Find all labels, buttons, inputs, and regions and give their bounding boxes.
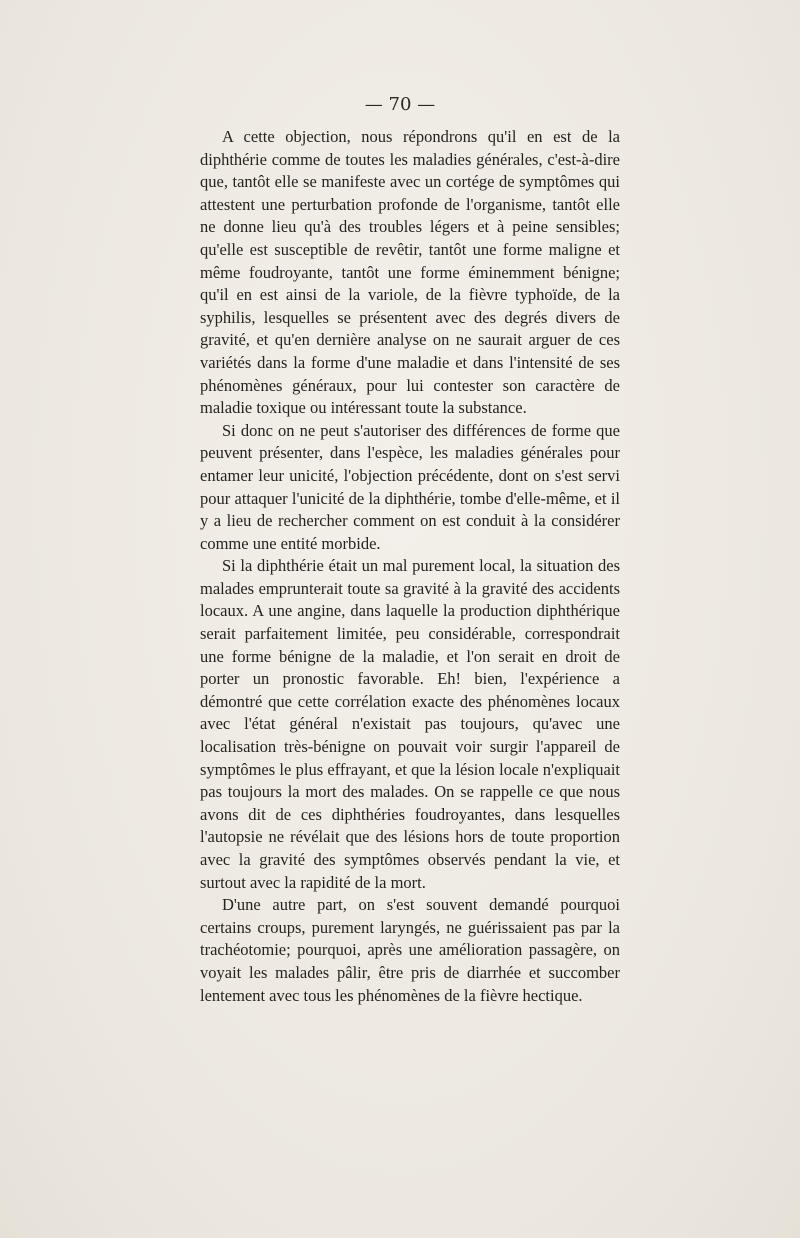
body-text xyxy=(200,126,620,1007)
page-number: — 70 — xyxy=(364,94,436,115)
paragraph: A cette objection, nous répondrons qu'il en est de la diphthérie comme de toutes les maladies générales, c'est-à-dire que, tantôt elle se manifeste avec un cortége de symptômes qui attestent une perturbation profonde de l'organisme, tantôt elle ne donne lieu qu'à des troubles légers et à peine sensibles; qu'elle est susceptible de revêtir, tantôt une forme maligne et même foudroyante, tantôt une forme éminemment bénigne; qu'il en est ainsi de la variole, de la fièvre typhoïde, de la syphilis, lesquelles se présentent avec des degrés divers de gravité, et qu'en dernière analyse on ne saurait arguer de ces variétés dans la forme d'une maladie et dans l'intensité de ses phénomènes généraux, pour lui contester son caractère de maladie toxique ou intéressant toute la substance. xyxy=(200,127,620,418)
paragraph: D'une autre part, on s'est souvent demandé pourquoi certains croups, purement laryngés, ne guérissaient pas par la trachéotomie; pourquoi, après une amélioration passagère, on voyait les malades pâlir, être pris de diarrhée et succomber lentement avec tous les phénomènes de la fièvre hectique. xyxy=(200,895,620,1005)
paragraph: Si la diphthérie était un mal purement local, la situation des malades emprunterait toute sa gravité à la gravité des accidents locaux. A une angine, dans laquelle la production diphthérique serait parfaitement limitée, peu considérable, correspondrait une forme bénigne de la maladie, et l'on serait en droit de porter un pronostic favorable. Eh! bien, l'expérience a démontré que cette corrélation exacte des phénomènes locaux avec l'état général n'existait pas toujours, qu'avec une localisation très-bénigne on pouvait voir surgir l'appareil de symptômes le plus effrayant, et que la lésion locale n'expliquait pas toujours la mort des malades. On se rappelle ce que nous avons dit de ces diphthéries foudroyantes, dans lesquelles l'autopsie ne révélait que des lésions hors de toute proportion avec la gravité des symptômes observés pendant la vie, et surtout avec la rapidité de la mort. xyxy=(200,556,620,892)
paragraph: Si donc on ne peut s'autoriser des différences de forme que peuvent présenter, dans l'espèce, les maladies générales pour entamer leur unicité, l'objection précédente, dont on s'est servi pour attaquer l'unicité de la diphthérie, tombe d'elle-même, et il y a lieu de rechercher comment on est conduit à la considérer comme une entité morbide. xyxy=(200,420,620,553)
